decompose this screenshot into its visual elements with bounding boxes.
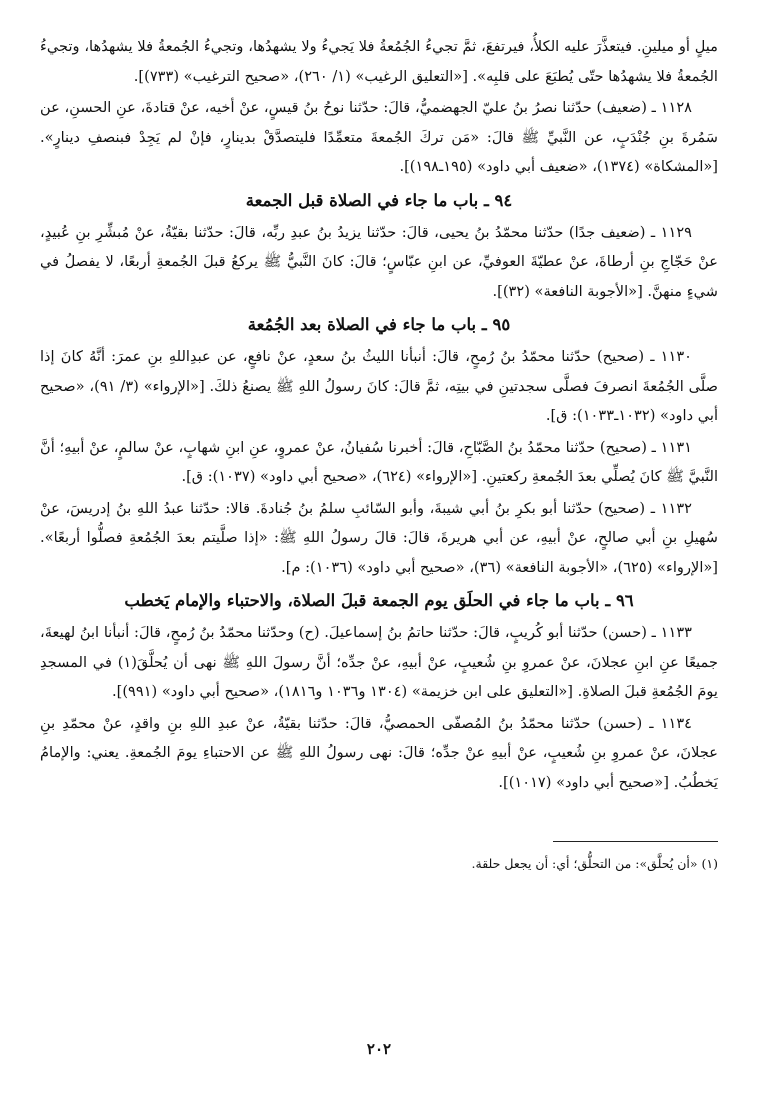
page-number: ٢٠٢ xyxy=(366,1040,392,1058)
hadith-1131: ١١٣١ ـ (صحيح) حدّثنا محمّدُ بنُ الصَّبّاحِ، قالَ: أخبرنا سُفيانُ، عنْ عمروٍ، عنِ ابنِ شهابٍ، عنْ سالمٍ، عنْ أبيهِ؛ أنَّ النَّبيَّ ﷺ كانَ يُصلِّي بعدَ الجُمعةِ ركعتينِ. [«الإرواء» (٦٢٤)، «صحيح أبي داود» (١٠٣٧): ق]. xyxy=(40,438,718,485)
chapter-94-heading: ٩٤ ـ باب ما جاء في الصلاة قبل الجمعة xyxy=(245,190,513,210)
page-body xyxy=(40,32,718,797)
footnote-separator xyxy=(553,841,718,842)
hadith-1134: ١١٣٤ ـ (حسن) حدّثنا محمّدُ بنُ المُصفّى الحمصيُّ، قالَ: حدّثنا بقيّةُ، عنْ عبدِ اللهِ بنِ واقدٍ، عنْ محمّدِ بنِ عجلانَ، عنْ عمروِ بنِ شُعيبٍ، عنْ أبيهِ عنْ جدِّه؛ قالَ: نهى رسولُ اللهِ ﷺ عن الاحتباءِ يومَ الجُمعةِ. يعني: والإمامُ يَخطُبُ. [«صحيح أبي داود» (١٠١٧)]. xyxy=(40,714,718,791)
chapter-96-heading: ٩٦ ـ باب ما جاء في الحلَق يوم الجمعة قبلَ الصلاة، والاحتباء والإمام يَخطب xyxy=(124,591,634,610)
footnote: (١) «أن يُحلَّق»: من التحلُّق؛ أي: أن يجعل حلقة. xyxy=(471,856,718,871)
hadith-1130: ١١٣٠ ـ (صحيح) حدّثنا محمّدُ بنُ رُمحٍ، قالَ: أنبأنا الليثُ بنُ سعدٍ، عنْ نافعٍ، عن عبدِاللهِ بنِ عمرَ: أنَّهُ كانَ إذا صلَّى الجُمُعةَ انصرفَ فصلَّى سجدتينِ في بيتِه، ثمَّ قالَ: كانَ رسولُ اللهِ ﷺ يصنعُ ذلكَ. [«الإرواء» (٣/ ٩١)، «صحيح أبي داود» (١٠٣٢ـ١٠٣٣): ق]. xyxy=(40,348,719,424)
hadith-1128: ١١٢٨ ـ (ضعيف) حدّثنا نصرُ بنُ عليّ الجهضميُّ، قالَ: حدّثنا نوحُ بنُ قيسٍ، عنْ أخيه، عنْ قتادةَ، عنِ الحسنِ، عن سَمُرةَ بنِ جُنْدَبٍ، عن النَّبيِّ ﷺ قالَ: «مَن تركَ الجُمعةَ متعمِّدًا فليتصدَّقْ بدينارٍ، فإنْ لم يَجِدْ فبنصفِ دينارٍ». [«المشكاة» (١٣٧٤)، «ضعيف أبي داود» (١٩٥ـ١٩٨)]. xyxy=(40,99,718,175)
hadith-1129: ١١٢٩ ـ (ضعيف جدًا) حدّثنا محمّدُ بنُ يحيى، قالَ: حدّثنا يزيدُ بنُ عبدِ ربِّه، قالَ: حدّثنا بقيّةُ، عنْ مُبشِّرِ بنِ عُبيدٍ، عنْ حَجّاجِ بنِ أرطاةَ، عنْ عطيّةَ العوفيِّ، عن ابنِ عبّاسٍ؛ قالَ: كانَ النَّبيُّ ﷺ يركعُ قبلَ الجُمعةِ أربعًا، لا يفصلُ في شيءٍ منهنَّ. [«الأجوبة النافعة» (٣٢)]. xyxy=(40,223,718,300)
chapter-95-heading: ٩٥ ـ باب ما جاء في الصلاة بعد الجُمُعة xyxy=(247,315,511,334)
paragraph-1127-continued: ميلٍ أو ميلينِ. فيتعذَّرَ عليه الكلأُ، فيرتفعَ، ثمَّ تجيءُ الجُمُعةُ فلا يَجيءُ ولا يشهدُها، وتجيءُ الجُمعةُ فلا يشهدُها، وتجيءُ الجُمعةُ فلا يشهدُها حتّى يُطبَعَ على قلبِه». [«التعليق الرغيب» (١/ ٢٦٠)، «صحيح الترغيب» (٧٣٣)]. xyxy=(40,38,718,85)
hadith-1133: ١١٣٣ ـ (حسن) حدّثنا أبو كُريبٍ، قالَ: حدّثنا حاتمُ بنُ إسماعيلَ. (ح) وحدّثنا محمّدُ بنُ رُمحٍ، قالَ: أنبأنا ابنُ لهيعةَ، جميعًا عنِ ابنِ عجلانَ، عنْ عمروِ بنِ شُعيبٍ، عنْ أبيهِ، عنْ جدِّه؛ أنَّ رسولَ اللهِ ﷺ نهى أن يُحلَّقَ(١) في المسجدِ يومَ الجُمُعةِ قبلَ الصلاةِ. [«التعليق على ابن خزيمة» (١٣٠٤ و١٠٣٦ و١٨١٦)، «صحيح أبي داود» (٩٩١)]. xyxy=(40,624,718,700)
hadith-1132: ١١٣٢ ـ (صحيح) حدّثنا أبو بكرِ بنُ أبي شيبةَ، وأبو السّائبِ سلمُ بنُ جُنادةَ. قالا: حدّثنا عبدُ اللهِ بنُ إدريسَ، عنْ سُهيلِ بنِ أبي صالحٍ، عنْ أبيهِ، عن أبي هريرةَ، قالَ: قالَ رسولُ اللهِ ﷺ: «إذا صلَّيتم بعدَ الجُمُعةِ فصلُّوا أربعًا». [«الإرواء» (٦٢٥)، «الأجوبة النافعة» (٣٦)، «صحيح أبي داود» (١٠٣٦): م]. xyxy=(40,499,719,576)
